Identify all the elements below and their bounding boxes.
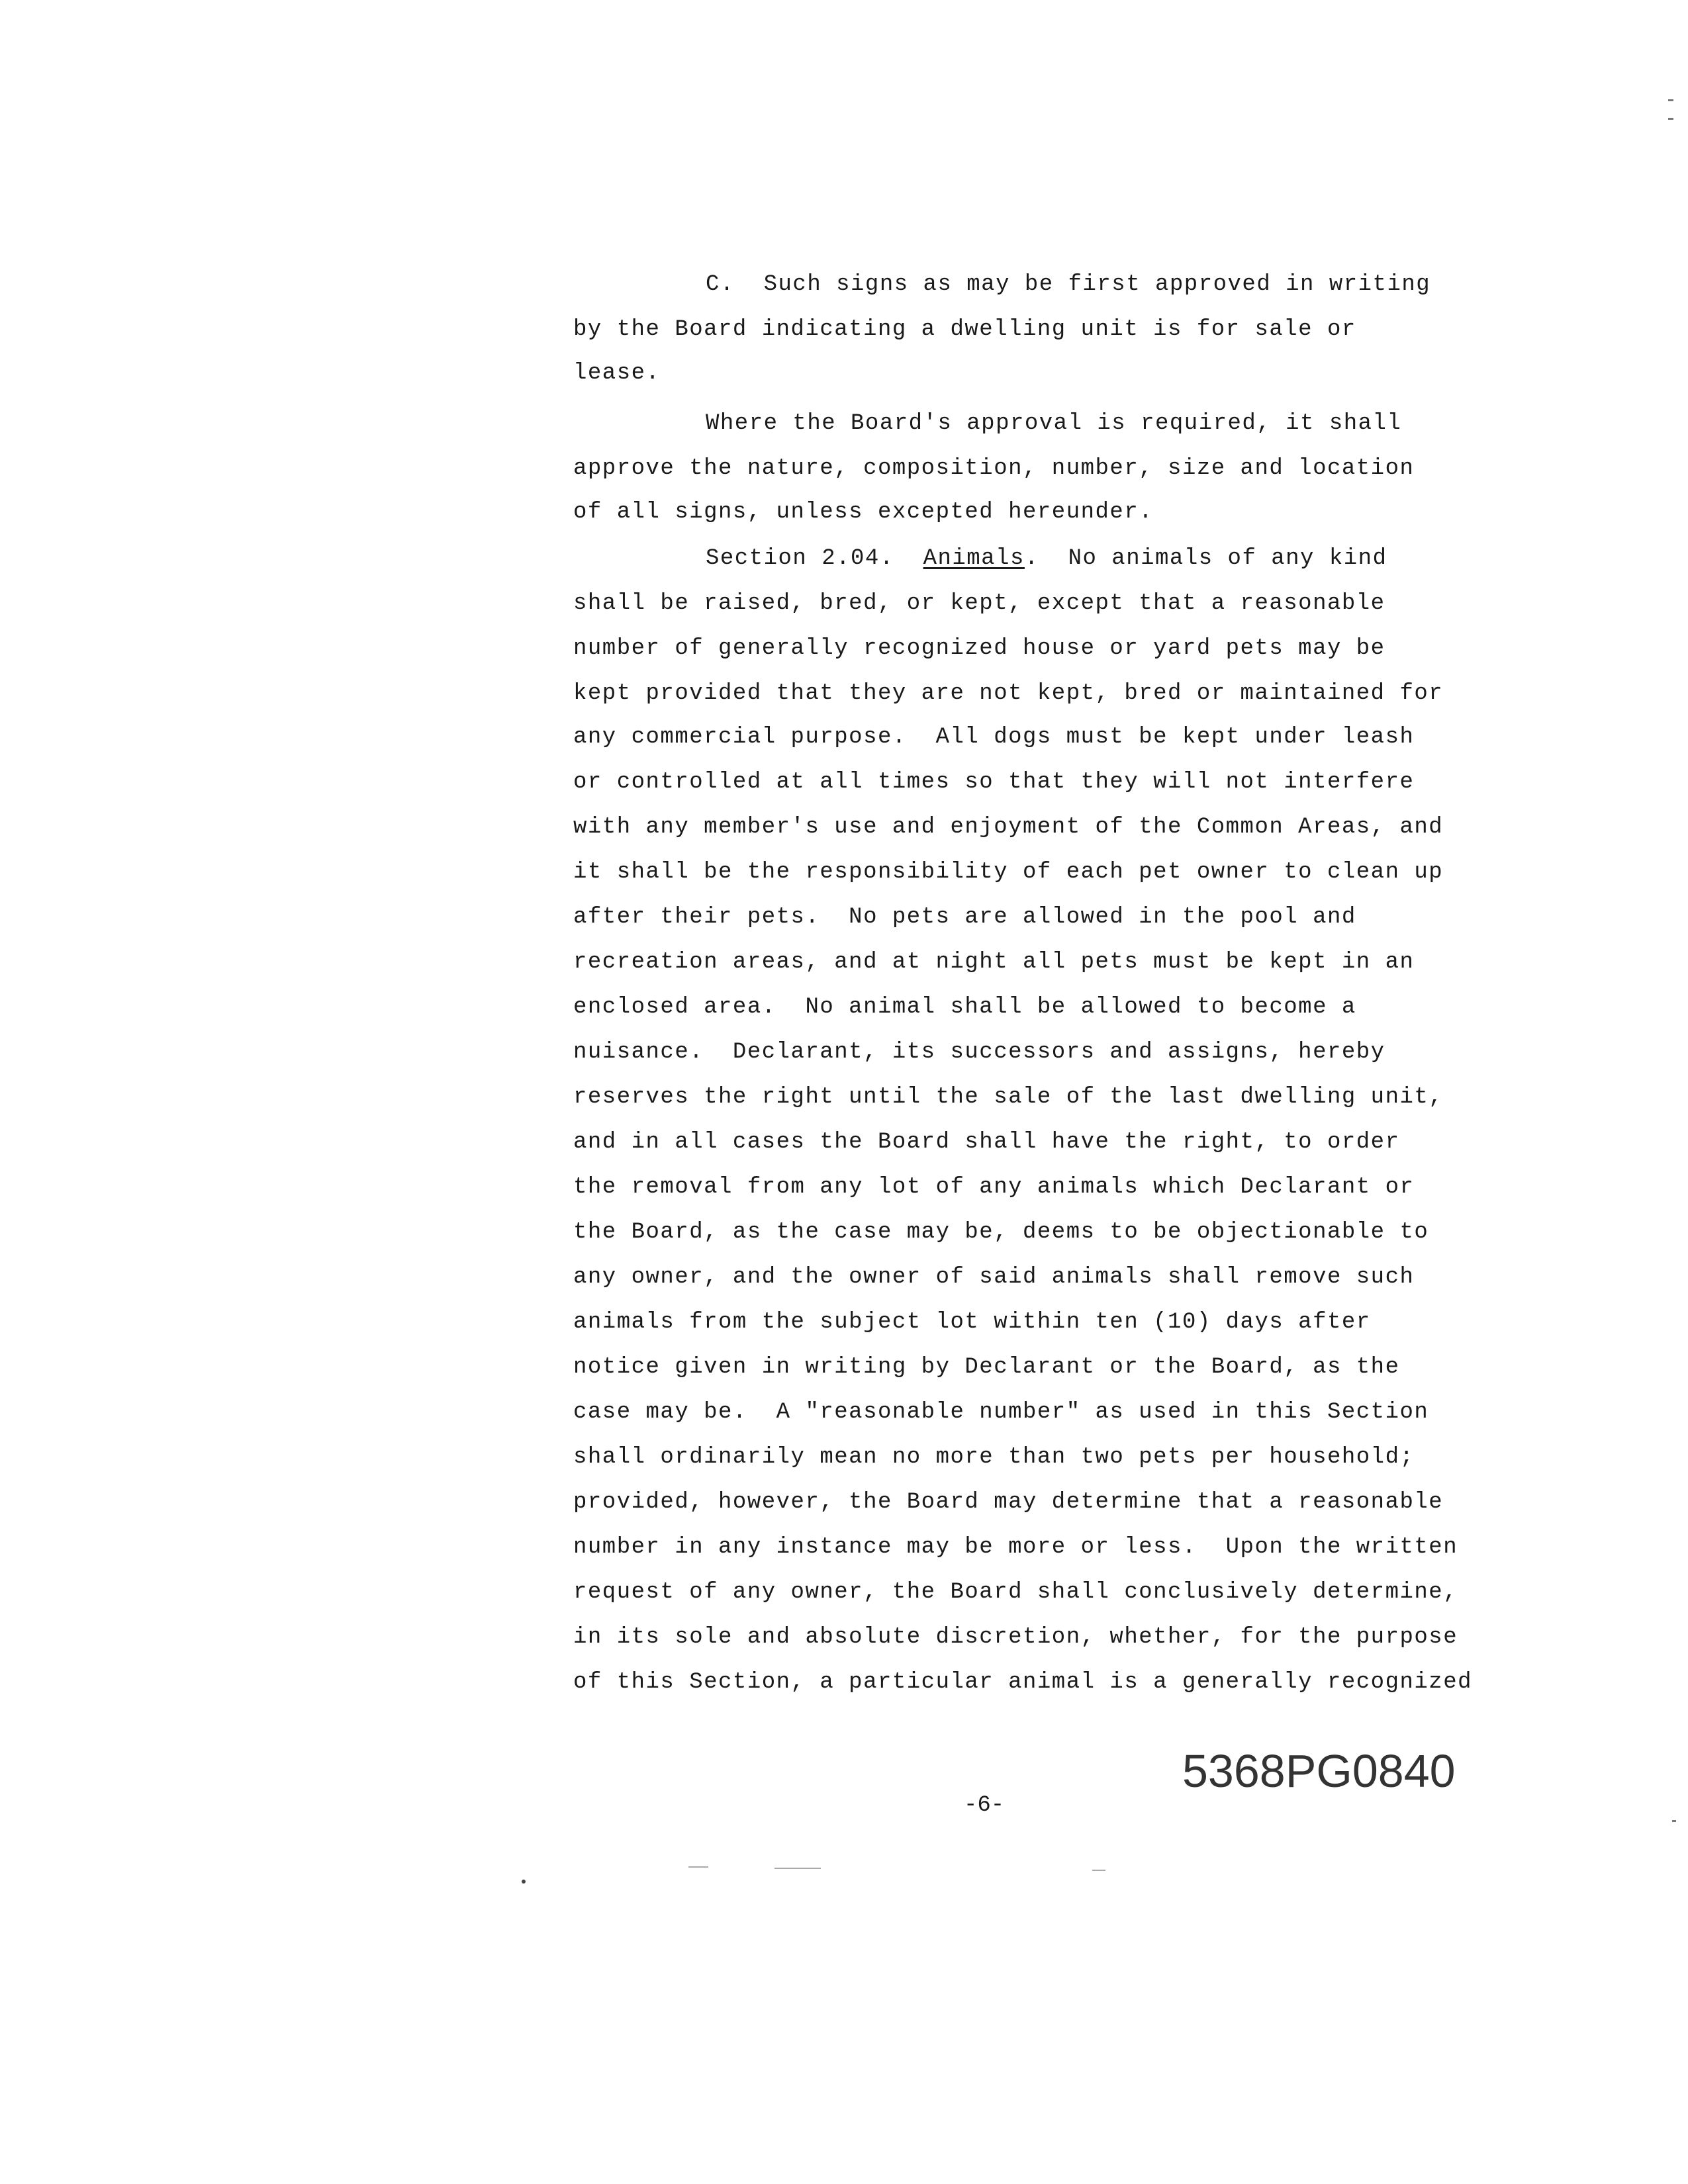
text-line: of this Section, a particular animal is a generally recognized <box>573 1670 1473 1695</box>
text-line: request of any owner, the Board shall conclusively determine, <box>573 1580 1458 1605</box>
text-line: number in any instance may be more or less. Upon the written <box>573 1535 1458 1560</box>
text-line: by the Board indicating a dwelling unit is for sale or <box>573 317 1356 342</box>
text-line: kept provided that they are not kept, bred or maintained for <box>573 681 1444 706</box>
page-number: -6- <box>964 1793 1005 1818</box>
book-page-stamp: 5368PG0840 <box>1182 1745 1456 1797</box>
text-line: notice given in writing by Declarant or the Board, as the <box>573 1355 1400 1380</box>
section-text: . No animals of any kind <box>1024 546 1387 571</box>
text-line: approve the nature, composition, number, size and location <box>573 456 1415 481</box>
text-line: any commercial purpose. All dogs must be kept under leash <box>573 725 1415 750</box>
text-line: Where the Board's approval is required, it shall <box>706 411 1402 436</box>
text-line: recreation areas, and at night all pets must be kept in an <box>573 950 1415 975</box>
text-line: with any member's use and enjoyment of the Common Areas, and <box>573 815 1444 840</box>
section-title: Animals <box>923 546 1025 571</box>
text-line: any owner, and the owner of said animals shall remove such <box>573 1265 1415 1290</box>
text-line: of all signs, unless excepted hereunder. <box>573 500 1154 525</box>
text-line: in its sole and absolute discretion, whether, for the purpose <box>573 1625 1458 1650</box>
text-line: shall be raised, bred, or kept, except that a reasonable <box>573 591 1385 616</box>
text-line: nuisance. Declarant, its successors and assigns, hereby <box>573 1040 1385 1065</box>
text-line: case may be. A "reasonable number" as used in this Section <box>573 1400 1429 1425</box>
text-line: C. Such signs as may be first approved in writing <box>706 272 1431 297</box>
scan-speck <box>688 1866 708 1868</box>
text-line: or controlled at all times so that they will not interfere <box>573 770 1415 795</box>
section-number: Section 2.04. <box>706 546 894 571</box>
scan-speck <box>1672 1820 1676 1822</box>
text-line: reserves the right until the sale of the last dwelling unit, <box>573 1085 1444 1110</box>
text-line: number of generally recognized house or yard pets may be <box>573 636 1385 661</box>
text-line: animals from the subject lot within ten (10) days after <box>573 1310 1371 1335</box>
section-heading-line <box>706 545 1387 572</box>
scan-speck <box>522 1880 526 1884</box>
text-line: provided, however, the Board may determine that a reasonable <box>573 1490 1444 1515</box>
scan-speck <box>1092 1870 1105 1871</box>
text-line: lease. <box>573 361 661 386</box>
text-line: after their pets. No pets are allowed in the pool and <box>573 905 1356 930</box>
text-line: it shall be the responsibility of each pet owner to clean up <box>573 860 1444 885</box>
text-line: shall ordinarily mean no more than two pets per household; <box>573 1445 1415 1470</box>
text-line: the Board, as the case may be, deems to be objectionable to <box>573 1220 1429 1245</box>
text-line: the removal from any lot of any animals which Declarant or <box>573 1175 1415 1200</box>
scan-speck <box>774 1868 821 1869</box>
scan-speck <box>1668 99 1673 101</box>
text-line: and in all cases the Board shall have the right, to order <box>573 1130 1400 1155</box>
scan-speck <box>1668 118 1673 120</box>
text-line: enclosed area. No animal shall be allowed to become a <box>573 995 1356 1020</box>
